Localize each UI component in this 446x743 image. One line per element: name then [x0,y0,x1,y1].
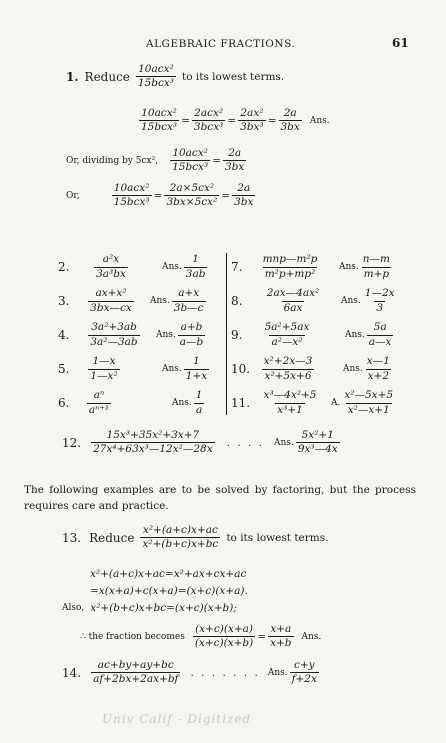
fraction-denominator: x+b [270,637,292,650]
exercise-row [231,386,399,420]
fraction-numerator: aⁿ [93,389,105,402]
page-number: 61 [392,36,409,50]
fraction-numerator: 3a²+3ab [91,321,137,334]
fraction-numerator: 2a×5cx² [169,182,215,194]
right-exercise-column [231,250,399,420]
fraction-denominator: 15bcx³ [172,161,209,174]
fraction [232,183,255,208]
fraction-numerator: 2a [237,182,251,194]
fraction [140,525,220,550]
running-header: ALGEBRAIC FRACTIONS. [146,38,296,50]
equals-sign: = [267,114,277,127]
leader-dots: . . . . [226,436,265,449]
exercise-row [58,352,211,386]
fraction-denominator: 1+x [185,369,208,382]
fraction-numerator: 10acx² [138,63,174,75]
alt-label: Or, [66,190,80,201]
fraction [172,288,206,313]
instruction-paragraph: The following examples are to be solved by factoring, but the process requires care and practice. [24,484,416,512]
statement-tail: to its lowest terms. [226,531,329,544]
also-label: Also, [62,603,85,613]
fraction [255,356,321,381]
fraction-numerator: x²+2x—3 [263,355,313,368]
fraction-denominator: a—x [368,335,392,348]
fraction [91,660,180,685]
fraction [136,64,176,89]
exercise-row [231,352,399,386]
fraction-denominator: aⁿ⁺¹ [88,403,110,416]
equals-sign: = [181,114,190,127]
fraction-denominator: 15bcx³ [113,196,150,209]
fraction-numerator: mnp—m²p [262,253,318,266]
fraction-numerator: c+y [293,659,315,671]
fraction-denominator: m+p [363,267,390,280]
exercise-number: 11. [231,396,251,410]
fraction [184,356,209,381]
exercise-row [231,250,399,284]
fraction-denominator: 3a²—3ab [90,335,138,348]
fraction-denominator: 3b—c [173,301,204,314]
fraction [255,322,319,347]
fraction-denominator: 3bx—cx [90,301,132,314]
fraction-numerator: 10acx² [113,182,150,194]
fraction [223,148,246,173]
fraction-numerator: x²—5x+5 [344,389,394,402]
fraction-numerator: 1 [192,253,199,266]
equals-sign: = [227,114,237,127]
equals-sign: = [153,189,163,202]
example-1-alt-2 [66,183,257,208]
fraction-denominator: x+2 [367,369,390,382]
example-13-line-1: x²+(a+c)x+ac=x²+ax+cx+ac [90,568,247,580]
left-exercise-column [58,250,211,420]
exercise-number: 7. [231,260,243,274]
exercise-row [58,386,211,420]
fraction [84,254,138,279]
fraction-numerator: ac+by+ay+bc [97,659,174,671]
fraction-denominator: 3bx×5cx² [166,196,218,209]
fraction [91,430,215,455]
example-1-chain [137,108,330,133]
fraction [194,390,205,415]
answer-label: Ans. [156,330,176,340]
answer-label: A. [331,398,341,408]
example-1-statement [66,64,284,89]
fraction-denominator: a [195,403,203,416]
example-13-result [80,624,321,649]
fraction [178,322,205,347]
fraction-denominator: 3bcx³ [193,121,224,134]
exercise-row [231,284,399,318]
fraction-numerator: 10acx² [172,147,208,159]
exercise-number: 2. [58,260,70,274]
fraction [84,390,114,415]
column-divider [226,253,227,415]
fraction-denominator: 15bcx³ [137,77,174,90]
answer-label: Ans. [341,296,361,306]
fraction-denominator: 3 [376,301,384,314]
fraction [170,148,210,173]
answer-label: Ans. [267,667,288,678]
fraction-denominator: 3bx [280,121,300,134]
fraction [164,183,219,208]
fraction-numerator: 10acx² [141,107,177,119]
answer-label: Ans. [162,262,182,272]
exercise-row [58,250,211,284]
fraction-numerator: (x+c)(x+a) [195,623,254,635]
example-number: 1. [66,69,79,84]
alt-label: Or, dividing by 5cx², [66,155,159,166]
fraction [268,624,293,649]
fraction-numerator: 2acx² [194,107,224,119]
fraction-numerator: 1—x [92,355,116,368]
fraction-denominator: a²—x² [271,335,303,348]
fraction [84,322,144,347]
example-14 [62,660,321,685]
exercise-row [58,284,211,318]
fraction [84,356,124,381]
example-13-line-2: =x(x+a)+c(x+a)=(x+c)(x+a). [90,585,248,597]
exercise-number: 13. [62,530,82,545]
fraction-numerator: ax+x² [95,287,127,300]
fraction-denominator: a—b [179,335,204,348]
fraction-numerator: x³—4x²+5 [263,389,317,402]
verb-text: Reduce [89,530,135,545]
leader-dots: . . . . . . . [190,666,260,679]
fraction-denominator: 27x⁴+63x³—12x²—28x [93,443,213,456]
equals-sign: = [257,630,267,643]
therefore-text: ∴ the fraction becomes [80,631,185,642]
fraction [255,254,325,279]
exercise-row [58,318,211,352]
fraction [367,322,394,347]
fraction-numerator: 5a²+5ax [264,321,310,334]
fraction-denominator: 3bx³ [240,121,264,134]
exercise-number: 6. [58,396,70,410]
exercise-number: 9. [231,328,243,342]
answer-label: Ans. [172,398,192,408]
answer-label: Ans. [339,262,359,272]
example-12 [62,430,342,455]
fraction-denominator: 9x³—4x [297,443,338,456]
fraction-denominator: x²—x+1 [347,403,390,416]
fraction-denominator: f+2x [291,673,317,686]
fraction-numerator: a+b [180,321,203,334]
fraction [238,108,266,133]
fraction-denominator: 15bcx³ [141,121,178,134]
answer-label: Ans. [162,364,182,374]
answer-label: Ans. [274,437,294,448]
fraction-denominator: (x+c)(x+b) [194,637,254,650]
example-1-alt-1 [66,148,248,173]
fraction-denominator: m²p+mp² [264,267,316,280]
fraction-numerator: 1 [193,355,200,368]
fraction-numerator: n—m [362,253,391,266]
fraction [184,254,208,279]
fraction-denominator: 3ab [185,267,206,280]
fraction [296,430,340,455]
exercise-number: 4. [58,328,70,342]
exercise-number: 8. [231,294,243,308]
answer-label: Ans. [150,296,170,306]
answer-label: Ans. [301,631,322,642]
also-expression: x²+(b+c)x+bc=(x+c)(x+b); [90,602,237,614]
exercise-row [231,318,399,352]
fraction [363,288,397,313]
fraction [139,108,179,133]
fraction-numerator: 1—2x [364,287,395,300]
fraction-denominator: 3bx [225,161,245,174]
fraction-numerator: 1 [195,389,203,402]
fraction [112,183,152,208]
fraction-numerator: x²+(a+c)x+ac [142,524,218,536]
fraction-numerator: 2a [228,147,242,159]
verb-text: Reduce [84,69,130,84]
fraction-numerator: a+x [178,287,200,300]
fraction-numerator: a²x [102,253,120,266]
equals-sign: = [221,189,231,202]
fraction [193,624,255,649]
answer-label: Ans. [343,364,363,374]
digitization-watermark: Univ Calif - Digitized [102,712,252,726]
exercise-number: 14. [62,665,82,680]
fraction-denominator: 3bx [234,196,254,209]
exercise-number: 3. [58,294,70,308]
fraction-numerator: 2ax² [240,107,264,119]
equals-sign: = [212,154,221,167]
fraction-denominator: 3a³bx [96,267,126,280]
fraction [279,108,302,133]
answer-label: Ans. [345,330,365,340]
fraction-numerator: 2ax—4ax² [266,287,320,300]
exercise-number: 5. [58,362,70,376]
fraction-numerator: 5x²+1 [301,429,334,441]
fraction [342,390,395,415]
fraction-denominator: af+2bx+2ax+bf [93,673,179,686]
fraction-denominator: 6ax [283,301,303,314]
fraction [255,390,325,415]
fraction-numerator: 2a [283,107,297,119]
statement-tail: to its lowest terms. [182,70,285,83]
fraction-denominator: x³+1 [277,403,303,416]
fraction-denominator: 1—x² [90,369,118,382]
fraction-numerator: 15x³+35x²+3x+7 [106,429,200,441]
fraction [192,108,225,133]
example-13-statement [62,525,328,550]
fraction [365,356,392,381]
exercise-number: 12. [62,435,82,450]
fraction [84,288,138,313]
fraction-denominator: x²+5x+6 [264,369,312,382]
fraction [361,254,392,279]
fraction-numerator: x—1 [366,355,390,368]
answer-label: Ans. [309,115,330,126]
fraction [255,288,331,313]
fraction-denominator: x²+(b+c)x+bc [142,538,219,551]
fraction [290,660,319,685]
example-13-also [62,602,237,614]
exercise-number: 10. [231,362,251,376]
fraction-numerator: 5a [373,321,387,334]
fraction-numerator: x+a [270,623,292,635]
